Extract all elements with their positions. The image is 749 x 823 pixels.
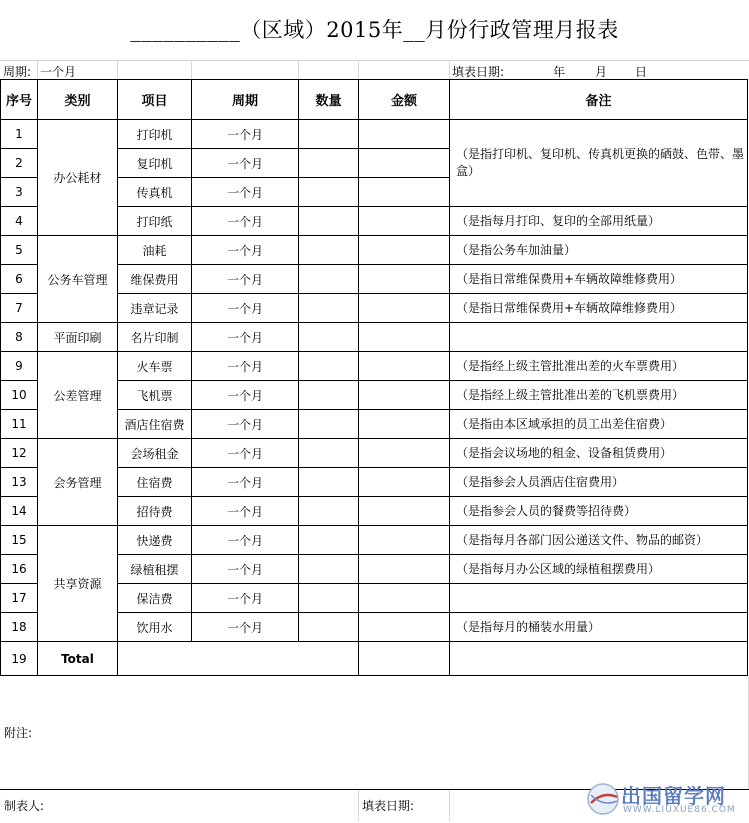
- table-row: 11 酒店住宿费 一个月 （是指由本区域承担的员工出差住宿费）: [1, 410, 748, 439]
- remark-cell: （是指公务车加油量）: [450, 236, 748, 265]
- remark-cell: （是指参会人员酒店住宿费用）: [450, 468, 748, 497]
- amount-cell[interactable]: [359, 439, 450, 468]
- quantity-cell[interactable]: [299, 294, 359, 323]
- amount-cell[interactable]: [359, 207, 450, 236]
- remark-cell: [450, 584, 748, 613]
- quantity-cell[interactable]: [299, 410, 359, 439]
- watermark-logo: [585, 779, 745, 819]
- amount-cell[interactable]: [359, 178, 450, 207]
- quantity-cell[interactable]: [299, 497, 359, 526]
- watermark-name: 出国留学网: [621, 784, 726, 808]
- header-quantity: 数量: [299, 80, 359, 120]
- header-row: [1, 80, 748, 120]
- amount-cell[interactable]: [359, 149, 450, 178]
- remark-cell: （是指日常维保费用+车辆故障维修费用）: [450, 265, 748, 294]
- amount-cell[interactable]: [359, 613, 450, 642]
- quantity-cell[interactable]: [299, 120, 359, 149]
- amount-cell[interactable]: [359, 120, 450, 149]
- table-row: 14 招待费 一个月 （是指参会人员的餐费等招待费）: [1, 497, 748, 526]
- remark-label: 附注:: [4, 726, 33, 740]
- quantity-cell[interactable]: [299, 236, 359, 265]
- table-row: 9 公差管理 火车票 一个月 （是指经上级主管批准出差的火车票费用）: [1, 352, 748, 381]
- remark-cell: （是指每月各部门因公递送文件、物品的邮资）: [450, 526, 748, 555]
- quantity-cell[interactable]: [299, 207, 359, 236]
- amount-cell[interactable]: [359, 236, 450, 265]
- header-amount: 金额: [359, 80, 450, 120]
- total-amount[interactable]: [359, 642, 450, 676]
- table-row: 5 公务车管理 油耗 一个月 （是指公务车加油量）: [1, 236, 748, 265]
- total-remark: [450, 642, 748, 676]
- amount-cell[interactable]: [359, 323, 450, 352]
- category-travel: 公差管理: [38, 352, 118, 439]
- header-item: 项目: [118, 80, 192, 120]
- report-table: [0, 79, 748, 676]
- amount-cell[interactable]: [359, 294, 450, 323]
- amount-cell[interactable]: [359, 468, 450, 497]
- table-row: 10 飞机票 一个月 （是指经上级主管批准出差的飞机票费用）: [1, 381, 748, 410]
- amount-cell[interactable]: [359, 381, 450, 410]
- table-row: 6 维保费用 一个月 （是指日常维保费用+车辆故障维修费用）: [1, 265, 748, 294]
- remark-cell: （是指打印机、复印机、传真机更换的硒鼓、色带、墨盒）: [450, 120, 748, 207]
- fill-date-label: 填表日期:: [452, 65, 505, 79]
- amount-cell[interactable]: [359, 555, 450, 584]
- remark-cell: （是指参会人员的餐费等招待费）: [450, 497, 748, 526]
- total-label: Total: [38, 642, 118, 676]
- period-label: 周期:: [3, 65, 32, 79]
- quantity-cell[interactable]: [299, 526, 359, 555]
- remark-cell: （是指经上级主管批准出差的飞机票费用）: [450, 381, 748, 410]
- month-label: 月: [595, 65, 608, 79]
- table-row: 1 办公耗材 打印机 一个月 （是指打印机、复印机、传真机更换的硒鼓、色带、墨盒）: [1, 120, 748, 149]
- remark-cell: [450, 323, 748, 352]
- year-label: 年: [553, 65, 566, 79]
- amount-cell[interactable]: [359, 265, 450, 294]
- table-row: 16 绿植租摆 一个月 （是指每月办公区域的绿植租摆费用）: [1, 555, 748, 584]
- quantity-cell[interactable]: [299, 584, 359, 613]
- remark-cell: （是指每月办公区域的绿植租摆费用）: [450, 555, 748, 584]
- remark-cell: （是指会议场地的租金、设备租赁费用）: [450, 439, 748, 468]
- quantity-cell[interactable]: [299, 149, 359, 178]
- quantity-cell[interactable]: [299, 178, 359, 207]
- quantity-cell[interactable]: [299, 555, 359, 584]
- header-no: 序号: [1, 80, 38, 120]
- quantity-cell[interactable]: [299, 323, 359, 352]
- quantity-cell[interactable]: [299, 381, 359, 410]
- amount-cell[interactable]: [359, 526, 450, 555]
- total-row: [1, 642, 748, 676]
- header-remark: 备注: [450, 80, 748, 120]
- category-print: 平面印刷: [38, 323, 118, 352]
- remark-cell: （是指日常维保费用+车辆故障维修费用）: [450, 294, 748, 323]
- remark-cell: （是指每月的桶装水用量）: [450, 613, 748, 642]
- header-period: 周期: [192, 80, 299, 120]
- quantity-cell[interactable]: [299, 613, 359, 642]
- table-row: 12 会务管理 会场租金 一个月 （是指会议场地的租金、设备租赁费用）: [1, 439, 748, 468]
- period-value: 一个月: [40, 65, 77, 79]
- table-row: 8 平面印刷 名片印制 一个月: [1, 323, 748, 352]
- info-row: [0, 60, 749, 80]
- table-row: 2 复印机 一个月: [1, 149, 748, 178]
- amount-cell[interactable]: [359, 352, 450, 381]
- category-meeting: 会务管理: [38, 439, 118, 526]
- table-row: 17 保洁费 一个月: [1, 584, 748, 613]
- amount-cell[interactable]: [359, 497, 450, 526]
- category-shared: 共享资源: [38, 526, 118, 642]
- table-row: 3 传真机 一个月: [1, 178, 748, 207]
- total-no: 19: [1, 642, 38, 676]
- table-row: 13 住宿费 一个月 （是指参会人员酒店住宿费用）: [1, 468, 748, 497]
- quantity-cell[interactable]: [299, 468, 359, 497]
- category-car: 公务车管理: [38, 236, 118, 323]
- amount-cell[interactable]: [359, 584, 450, 613]
- day-label: 日: [635, 65, 648, 79]
- remark-cell: （是指经上级主管批准出差的火车票费用）: [450, 352, 748, 381]
- table-row: 18 饮用水 一个月 （是指每月的桶装水用量）: [1, 613, 748, 642]
- report-title: __________（区域）2015年__月份行政管理月报表: [130, 18, 619, 42]
- watermark-url: WWW.LIUXUE86.COM: [623, 805, 736, 815]
- header-category: 类别: [38, 80, 118, 120]
- quantity-cell[interactable]: [299, 352, 359, 381]
- remark-cell: （是指由本区域承担的员工出差住宿费）: [450, 410, 748, 439]
- quantity-cell[interactable]: [299, 265, 359, 294]
- table-row: 4 打印纸 一个月 （是指每月打印、复印的全部用纸量）: [1, 207, 748, 236]
- remark-cell: （是指每月打印、复印的全部用纸量）: [450, 207, 748, 236]
- category-office: 办公耗材: [38, 120, 118, 236]
- amount-cell[interactable]: [359, 410, 450, 439]
- table-row: 7 违章记录 一个月 （是指日常维保费用+车辆故障维修费用）: [1, 294, 748, 323]
- total-value[interactable]: [118, 642, 359, 676]
- maker-label: 制表人:: [4, 799, 45, 813]
- quantity-cell[interactable]: [299, 439, 359, 468]
- table-row: 15 共享资源 快递费 一个月 （是指每月各部门因公递送文件、物品的邮资）: [1, 526, 748, 555]
- footer-fill-date-label: 填表日期:: [362, 799, 415, 813]
